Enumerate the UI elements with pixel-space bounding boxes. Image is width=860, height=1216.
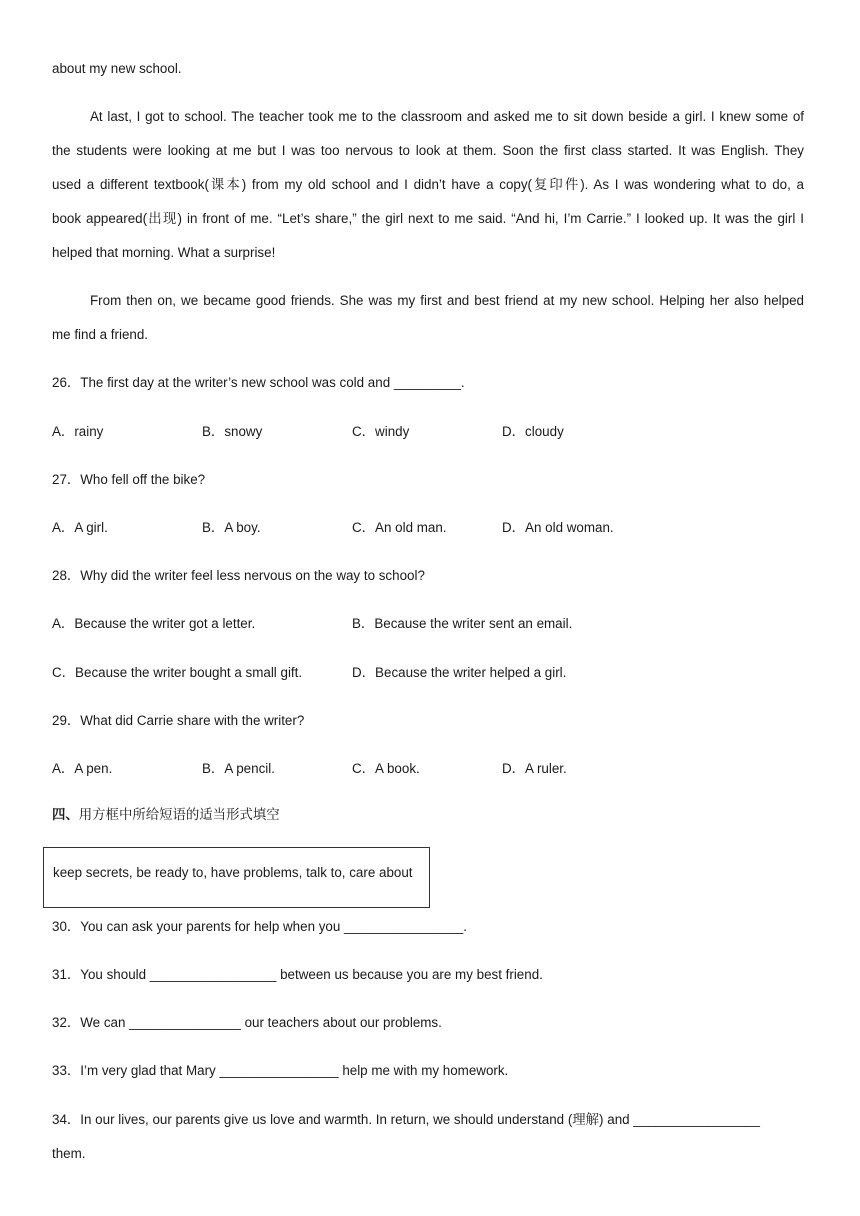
word-box-phrases: keep secrets, be ready to, have problems, talk to, care about [53,865,413,880]
option-d[interactable]: D．A ruler. [502,761,567,776]
fill-blank-question[interactable]: 31．You should _________________ between us because you are my best friend. [52,967,543,982]
option-b[interactable]: B．A pencil. [202,761,275,776]
option-d[interactable]: D．An old woman. [502,520,614,535]
passage-line: me find a friend. [52,327,149,342]
option-b[interactable]: B．Because the writer sent an email. [352,616,573,631]
option-d[interactable]: D．cloudy [502,424,564,439]
option-b[interactable]: B．snowy [202,424,263,439]
question-stem: 26．The first day at the writer’s new school was cold and _________. [52,375,465,390]
section-instruction: 用方框中所给短语的适当形式填空 [78,808,280,823]
option-c[interactable]: C．A book. [352,761,420,776]
word-box [43,847,430,908]
option-b[interactable]: B．A boy. [202,520,261,535]
option-c[interactable]: C．windy [352,424,410,439]
fill-blank-question[interactable]: 32．We can _______________ our teachers about our problems. [52,1015,442,1030]
passage-line: used a different textbook(课本) from my old school and I didn’t have a copy(复印件). As I was wondering what to do, a [52,177,804,192]
option-c[interactable]: C．Because the writer bought a small gift. [52,665,303,680]
fill-blank-question[interactable]: 30．You can ask your parents for help when you ________________. [52,919,467,934]
section-title [52,807,280,825]
passage-line: the students were looking at me but I was too nervous to look at them. Soon the first class started. It was English. They [52,143,804,158]
fill-blank-question[interactable]: 34．In our lives, our parents give us love and warmth. In return, we should understand (理解) and _________________ [52,1112,760,1127]
passage-line: about my new school. [52,61,182,76]
passage-line: book appeared(出现) in front of me. “Let’s share,” the girl next to me said. “And hi, I’m Carrie.” I looked up. It was the girl I [52,211,804,226]
passage-line: helped that morning. What a surprise! [52,245,276,260]
section-number: 四、 [52,808,79,823]
passage-line: From then on, we became good friends. She was my first and best friend at my new school. Helping her also helped [90,293,804,308]
option-d[interactable]: D．Because the writer helped a girl. [352,665,567,680]
option-a[interactable]: A．A girl. [52,520,108,535]
fill-blank-question[interactable]: 33．I’m very glad that Mary ________________ help me with my homework. [52,1063,509,1078]
passage-line: At last, I got to school. The teacher took me to the classroom and asked me to sit down beside a girl. I knew some of [90,109,804,124]
question-stem: 29．What did Carrie share with the writer? [52,713,305,728]
option-c[interactable]: C．An old man. [352,520,447,535]
question-stem: 27．Who fell off the bike? [52,472,206,487]
question-stem: 28．Why did the writer feel less nervous on the way to school? [52,568,425,583]
option-a[interactable]: A．rainy [52,424,104,439]
option-a[interactable]: A．A pen. [52,761,113,776]
option-a[interactable]: A．Because the writer got a letter. [52,616,256,631]
fill-blank-question-continuation: them. [52,1146,86,1161]
